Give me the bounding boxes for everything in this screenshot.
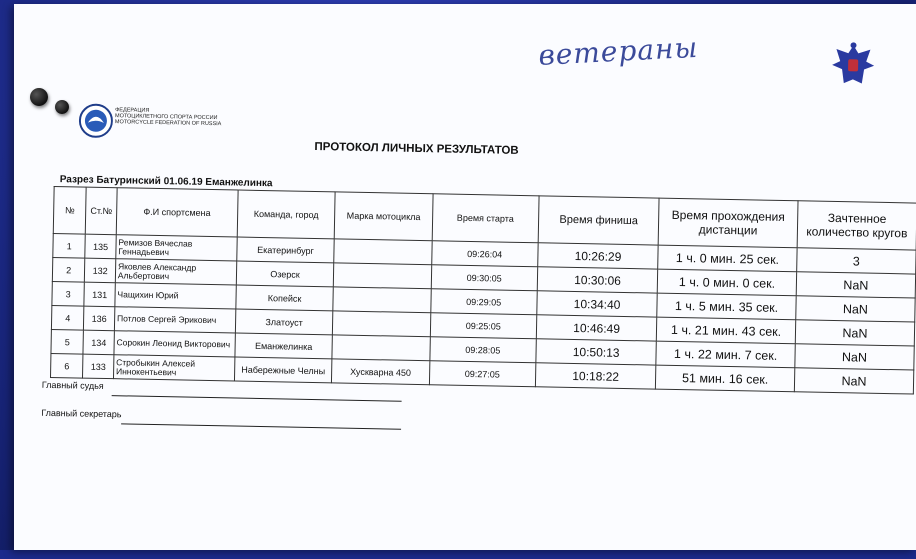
cell-finish-time: 10:26:29 [538,243,659,269]
cell-start-number: 131 [84,282,115,307]
cell-duration: 1 ч. 0 мин. 0 сек. [657,269,796,296]
cell-team: Екатеринбург [236,237,334,263]
cell-finish-time: 10:50:13 [536,339,657,365]
cell-name: Стробыкин Алексей Иннокентьевич [113,355,234,381]
cell-no: 1 [53,233,86,258]
cell-moto [334,239,432,265]
cell-laps: NaN [795,344,915,370]
cell-laps: NaN [796,296,916,322]
col-name-header: Ф.И спортсмена [116,188,238,237]
cell-moto: Хускварна 450 [332,359,430,385]
federation-line: MOTORCYCLE FEDERATION OF RUSSIA [114,119,222,128]
cell-finish-time: 10:18:22 [535,363,656,389]
pushpin-icon [30,88,48,106]
results-table [50,186,916,395]
cell-start-time: 09:25:05 [430,313,537,339]
cell-finish-time: 10:30:06 [537,267,658,293]
cell-finish-time: 10:34:40 [537,291,658,317]
cell-laps: NaN [794,368,914,394]
cell-start-time: 09:27:05 [429,361,536,387]
double-headed-eagle-icon [828,39,879,92]
cell-name: Потлов Сергей Эрикович [114,307,235,333]
cell-moto [332,335,430,361]
cell-laps: NaN [795,320,915,346]
cell-no: 5 [51,329,84,354]
cell-no: 2 [52,257,85,282]
col-duration-header: Время прохождения дистанции [658,198,798,248]
cell-no: 3 [52,281,85,306]
col-team-header: Команда, город [237,190,336,239]
chief-secretary-signature-line [121,423,401,429]
cell-duration: 51 мин. 16 сек. [656,365,795,392]
pushpin-icon [55,100,69,114]
cell-team: Набережные Челны [234,357,332,383]
col-start-number-header: Ст.№ [86,187,117,235]
document-title: ПРОТОКОЛ ЛИЧНЫХ РЕЗУЛЬТАТОВ [314,140,519,157]
event-subtitle: Разрез Батуринский 01.06.19 Еманжелинка [59,174,273,190]
cell-moto [334,263,432,289]
cell-start-time: 09:28:05 [429,337,536,363]
cell-moto [333,287,431,313]
results-sheet [14,4,916,550]
col-start-time-header: Время старта [432,194,539,243]
cell-start-time: 09:29:05 [430,289,537,315]
col-no-header: № [53,187,86,235]
cell-duration: 1 ч. 21 мин. 43 сек. [657,317,796,344]
cell-laps: 3 [797,248,916,274]
cell-laps: NaN [796,272,916,298]
cell-start-number: 135 [85,234,116,259]
cell-start-number: 133 [83,354,114,379]
cell-no: 6 [50,353,83,378]
cell-start-time: 09:30:05 [431,265,538,291]
cell-team: Копейск [236,285,334,311]
cell-no: 4 [51,305,84,330]
cell-finish-time: 10:46:49 [536,315,657,341]
federation-line: ФЕДЕРАЦИЯ [115,107,150,114]
cell-duration: 1 ч. 0 мин. 25 сек. [658,245,797,272]
cell-name: Сорокин Леонид Викторович [114,331,235,357]
federation-line: МОТОЦИКЛЕТНОГО СПОРТА РОССИИ [114,113,218,122]
cell-name: Ремизов Вячеслав Геннадьевич [116,235,237,261]
cell-duration: 1 ч. 22 мин. 7 сек. [656,341,795,368]
col-moto-header: Марка мотоцикла [335,192,433,241]
cell-start-number: 134 [83,330,114,355]
cell-name: Чащихин Юрий [115,283,236,309]
cell-team: Озерск [236,261,334,287]
col-laps-header: Зачтенное количество кругов [797,201,916,250]
sheet-content [19,0,916,559]
handwritten-note: ветераны [537,30,699,72]
cell-name: Яковлев Александр Альбертович [115,259,236,285]
cell-start-time: 09:26:04 [431,241,538,267]
cell-start-number: 132 [85,258,116,283]
cell-team: Еманжелинка [235,333,333,359]
chief-judge-label: Главный судья [41,379,104,391]
col-finish-time-header: Время финиша [538,196,659,245]
chief-secretary-label: Главный секретарь [41,407,122,420]
chief-judge-signature-line [112,395,402,402]
cell-duration: 1 ч. 5 мин. 35 сек. [657,293,796,320]
federation-logo-icon [79,102,114,139]
cell-start-number: 136 [84,306,115,331]
federation-name [115,107,222,127]
cell-team: Златоуст [235,309,333,335]
cell-moto [333,311,431,337]
